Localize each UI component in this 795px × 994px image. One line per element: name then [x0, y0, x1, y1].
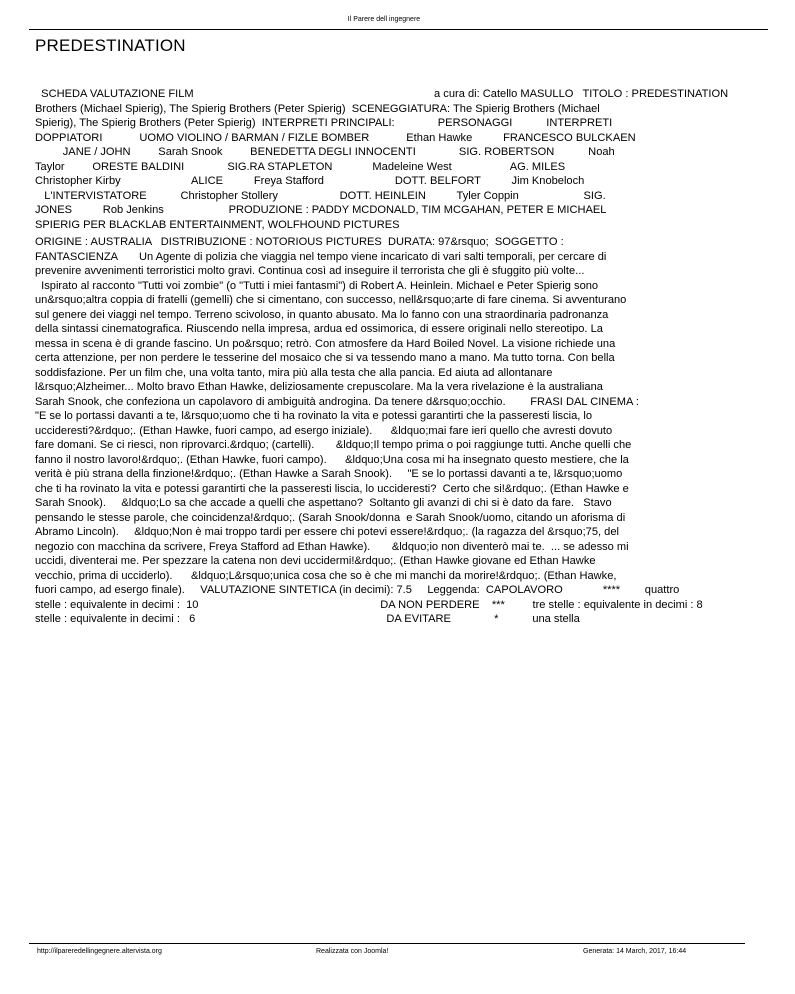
header-divider — [29, 29, 768, 30]
footer-url[interactable]: http://ilpareredellingegnere.altervista.org — [37, 948, 162, 955]
footer-generated-date: Generata: 14 March, 2017, 16:44 — [583, 948, 687, 955]
site-header-title: Il Parere dell ingegnere — [347, 16, 421, 23]
footer-divider — [29, 943, 745, 944]
film-card-block: SCHEDA VALUTAZIONE FILM a cura di: Catello MASULLO TITOLO : PREDESTINATION Brothers (Michael Spierig), The Spierig Brothers (Peter Spierig) SCENEGGIATURA: The Spierig Brothers (Michael Spierig), The Spierig Brothers (Peter Spierig) INTERPRETI PRINCIPALI: PERSONAGGI INTERPRETI DOPPIATORI UOMO VIOLINO / BARMAN / FIZLE BOMBER Ethan Hawke FRANCESCO BULCKAEN JANE / JOHN Sarah Snook BENEDETTA DEGLI INNOCENTI SIG. ROBERTSON Noah Taylor ORESTE BALDINI SIG.RA STAPLETON Madeleine West AG. MILES Christopher Kirby ALICE Freya Stafford DOTT. BELFORT Jim Knobeloch L'INTERVISTATORE Christopher Stollery DOTT. HEINLEIN Tyler Coppin SIG. JONES Rob Jenkins PRODUZIONE : PADDY MCDONALD, TIM MCGAHAN, PETER E MICHAEL SPIERIG PER BLACKLAB ENTERTAINMENT, WOLFHOUND PICTURES — [35, 88, 729, 231]
review-body-block: ORIGINE : AUSTRALIA DISTRIBUZIONE : NOTORIOUS PICTURES DURATA: 97&rsquo; SOGGETTO : FANTASCIENZA Un Agente di polizia che viaggia nel tempo viene incaricato di vari salti temporali, per cercare di prevenire avvenimenti terroristici molto gravi. Continua così ad inseguire il terrorista che gli è sfuggito più volte... Ispirato al racconto "Tutti voi zombie" (o "Tutti i miei fantasmi") di Robert A. Heinlein. Michael e Peter Spierig sono un&rsquo;altra coppia di fratelli (gemelli) che si cimentano, con successo, nell&rsquo;arte di fare cinema. Si avventurano sul genere dei viaggi nel tempo. Terreno scivoloso, in quanto abusato. Ma lo fanno con una straordinaria padronanza della sintassi cinematografica. Riuscendo nella impresa, ardua ed ossimorica, di essere originali nello stereotipo. La messa in scena è di grande fascino. Un po&rsquo; retrò. Con atmosfere da Hard Boiled Novel. La visione richiede una certa attenzione, per non perdere le tesserine del mosaico che si va tessendo mano a mano. Ma tutto torna. Con bella soddisfazione. Per un film che, una volta tanto, mira più alla testa che alla pancia. Ed aiuta ad allontanare l&rsquo;Alzheimer... Molto bravo Ethan Hawke, deliziosamente crepuscolare. Ma la vera rivelazione è la australiana Sarah Snook, che confeziona un capolavoro di ambiguità androgina. Da tenere d&rsquo;occhio. FRASI DAL CINEMA : "E se lo portassi davanti a te, l&rsquo;uomo che ti ha rovinato la vita e potessi garantirti che la passeresti liscia, lo uccideresti?&rdquo;. (Ethan Hawke, fuori campo, ad esergo iniziale). &ldquo;mai fare ieri quello che avresti dovuto fare domani. Se ci riesci, non riprovarci.&rdquo; (cartelli). &ldquo;Il tempo prima o poi raggiunge tutti. Anche quelli che fanno il nostro lavoro!&rdquo;. (Ethan Hawke, fuori campo). &ldquo;Una cosa mi ha insegnato questo mestiere, che la verità è più strana della finzione!&rdquo;. (Ethan Hawke a Sarah Snook). "E se lo portassi davanti a te, l&rsquo;uomo che ti ha rovinato la vita e potessi garantirti che la passeresti liscia, lo uccideresti? Certo che si!&rdquo;. (Ethan Hawke e Sarah Snook). &ldquo;Lo sa che accade a quelli che aspettano? Soltanto gli avanzi di chi si è dato da fare. Stavo pensando le stesse parole, che coincidenza!&rdquo;. (Sarah Snook/donna e Sarah Snook/uomo, citando un aforisma di Abramo Lincoln). &ldquo;Non è mai troppo tardi per essere chi potevi essere!&rdquo;. (la ragazza del &rsquo;75, del negozio con macchina da scrivere, Freya Stafford ad Ethan Hawke). &ldquo;io non diventerò mai te. ... se adesso mi uccidi, diventerai me. Per spezzare la catena non devi uccidermi!&rdquo;. (Ethan Hawke giovane ed Ethan Hawke vecchio, prima di ucciderlo). &ldquo;L&rsquo;unica cosa che so è che mi manchi da morire!&rdquo;. (Ethan Hawke, fuori campo, ad esergo finale). VALUTAZIONE SINTETICA (in decimi): 7.5 Leggenda: CAPOLAVORO **** quattro stelle : equivalente in decimi : 10 DA NON PERDERE *** tre stelle : equivalente in decimi : 8 stelle : equivalente in decimi : 6 DA EVITARE * una stella — [35, 236, 703, 625]
page-title: PREDESTINATION — [35, 36, 186, 55]
footer-credit: Realizzata con Joomla! — [316, 948, 389, 955]
